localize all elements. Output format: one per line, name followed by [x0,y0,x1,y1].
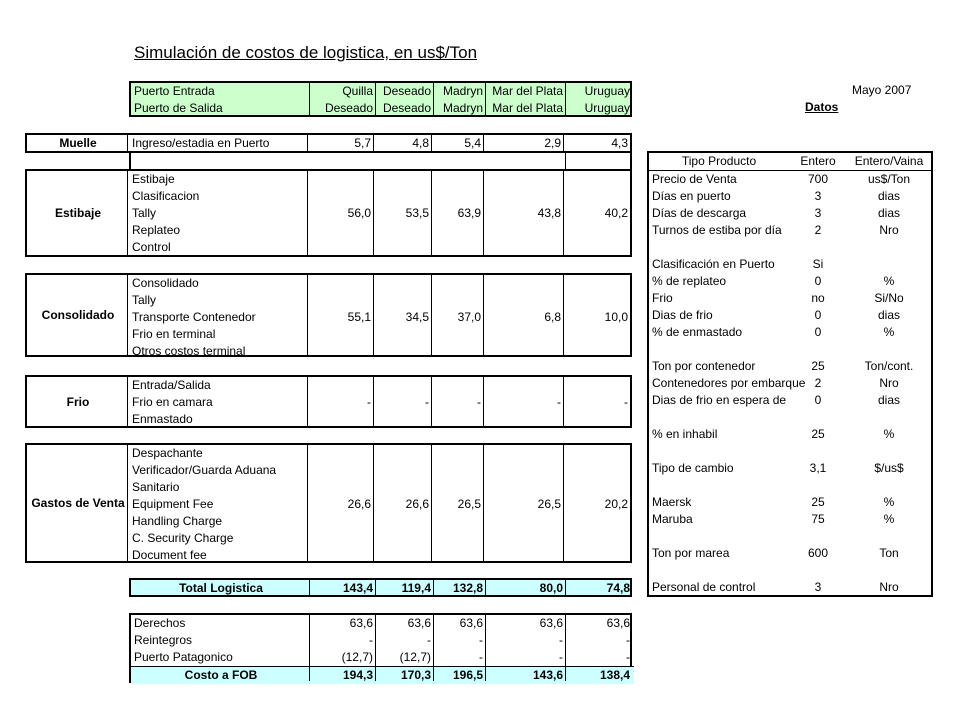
param-unit [847,256,931,273]
estibaje-row [129,205,632,222]
param-label: % de replateo [652,274,727,288]
costo-fob-row [131,666,634,684]
row-value: 26,5 [537,497,561,511]
datos-header-row [649,153,931,170]
datos-row [649,239,931,256]
column-divider [563,377,564,426]
param-label: Tipo de cambio [652,461,734,475]
column-divider [431,135,432,151]
column-divider [565,615,566,681]
param-label: Clasificación en Puerto [652,257,775,271]
row-label: Control [132,240,171,254]
costo-fob-value: 138,4 [599,668,630,682]
frio-row [129,394,632,411]
datos-row [649,188,931,205]
param-unit: Si/No [874,291,904,305]
datos-row [649,205,931,222]
column-divider [483,445,484,561]
frio-section [25,375,632,428]
column-divider [307,445,308,561]
datos-row [649,290,931,307]
param-value [789,239,847,256]
param-label: Días de descarga [652,206,747,220]
param-label: Precio de Venta [652,172,737,186]
param-unit: Nro [879,580,899,594]
port-name: Uruguay [584,101,630,115]
row-label: Handling Charge [132,514,223,528]
row-label: Ingreso/estadia en Puerto [132,136,270,150]
column-divider [127,171,128,255]
estibaje-row [129,222,632,239]
param-value: 3 [814,206,822,220]
datos-heading: Datos [805,100,839,114]
row-label: Entrada/Salida [132,378,211,392]
datos-row [649,545,931,562]
column-divider [485,580,486,595]
row-value: - [425,395,429,409]
row-label: Enmastado [132,412,193,426]
param-unit: % [883,427,895,441]
datos-row [649,273,931,290]
consolidado-category-label: Consolidado [41,308,115,322]
datos-row [649,562,931,579]
param-unit: Nro [879,223,899,237]
row-label: Clasificacion [132,189,200,203]
param-value: 0 [814,274,822,288]
column-divider [433,580,434,595]
column-divider [431,377,432,426]
param-value [789,341,847,358]
param-unit [847,341,931,358]
column-divider [483,377,484,426]
column-divider [127,377,128,426]
fob-row [131,649,634,666]
column-divider [485,83,486,115]
param-label [649,239,789,256]
costo-fob-value: 143,6 [532,668,563,682]
param-value [789,477,847,494]
row-value: 63,6 [407,616,431,630]
consolidado-row [129,343,632,360]
gastos-section [25,443,632,563]
param-unit: dias [877,393,900,407]
row-value: - [626,633,630,647]
estibaje-row [129,239,632,256]
column-divider [565,151,566,169]
consolidado-row [129,309,632,326]
estibaje-row [129,188,632,205]
row-label: Despachante [132,446,203,460]
frio-category-label: Frio [66,394,90,409]
row-label: Consolidado [132,276,199,290]
param-label: Ton por marea [652,546,730,560]
row-value: - [477,395,481,409]
row-value: 63,6 [349,616,373,630]
param-label: Contenedores por embarque [652,376,806,390]
consolidado-row [129,292,632,309]
costo-fob-value: 170,3 [400,668,431,682]
param-label: % de enmastado [652,325,743,339]
param-label [649,341,789,358]
column-divider [375,83,376,115]
param-value: 0 [814,308,822,322]
param-label: Turnos de estiba por día [652,223,782,237]
row-value: 55,1 [347,310,371,324]
row-label: Tally [132,293,157,307]
column-divider [127,445,128,561]
row-value: 26,5 [457,497,481,511]
param-unit [847,477,931,494]
row-value: 26,6 [347,497,371,511]
param-unit: dias [877,189,900,203]
frio-row [129,411,632,428]
param-value [789,443,847,460]
param-label: Días en puerto [652,189,731,203]
port-name: Mar del Plata [492,101,563,115]
param-label: Maersk [652,495,692,509]
row-label: Sanitario [132,480,180,494]
fob-row [131,632,634,649]
port-name: Uruguay [584,84,630,98]
param-unit [847,409,931,426]
param-label [649,528,789,545]
param-unit [847,239,931,256]
column-divider [309,83,310,115]
datos-row [649,426,931,443]
param-unit [847,528,931,545]
column-divider [483,135,484,151]
row-value: 5,7 [354,136,371,150]
datos-row [649,171,931,188]
row-value: - [624,395,628,409]
datos-row [649,443,931,460]
param-value: 25 [811,495,825,509]
row-value: - [367,395,371,409]
param-value: 3,1 [809,461,827,475]
frio-row [129,377,632,394]
datos-row [649,477,931,494]
row-value: 37,0 [457,310,481,324]
param-unit: % [883,325,895,339]
param-label: Frio [652,291,673,305]
param-unit: % [883,512,895,526]
column-divider [307,275,308,355]
row-value: 34,5 [405,310,429,324]
row-value: 63,6 [539,616,563,630]
consolidado-row [129,275,632,292]
gastos-row [129,496,632,513]
column-divider [565,580,566,595]
row-label: Verificador/Guarda Aduana [132,463,277,477]
row-value: - [557,395,561,409]
column-divider [563,275,564,355]
param-label [649,443,789,460]
total-label: Total Logistica [179,581,263,595]
row-value: - [369,633,373,647]
costo-fob-value: 196,5 [452,668,483,682]
gastos-category-label: Gastos de Venta [31,496,125,510]
row-value: 53,5 [405,206,429,220]
row-value: 2,9 [544,136,561,150]
row-value: - [559,650,563,664]
muelle-row [129,135,632,152]
column-divider [373,135,374,151]
param-value: Si [812,257,824,271]
column-divider [431,275,432,355]
param-value: 0 [814,325,822,339]
port-row [131,83,634,100]
param-value: 3 [814,580,822,594]
param-value [789,409,847,426]
row-value: 4,8 [412,136,429,150]
row-value: - [559,633,563,647]
param-unit: us$/Ton [867,172,911,186]
datos-row [649,375,931,392]
fob-row [131,615,634,632]
port-name: Madryn [442,84,483,98]
datos-table [647,151,933,597]
column-divider [433,615,434,681]
datos-row [649,222,931,239]
param-value: 25 [811,427,825,441]
column-divider [565,83,566,115]
column-divider [485,615,486,681]
estibaje-row [129,171,632,188]
param-unit: Ton [879,546,899,560]
column-divider [431,445,432,561]
date-label: Mayo 2007 [852,83,912,97]
datos-row [649,324,931,341]
estibaje-section [25,169,632,257]
datos-row [649,392,931,409]
param-value: 700 [807,172,829,186]
total-value: 132,8 [452,581,483,595]
param-unit [847,562,931,579]
row-label: Frio en terminal [132,327,216,341]
column-divider [307,135,308,151]
row-label: Estibaje [132,172,175,186]
fob-section [129,613,632,683]
gastos-row [129,445,632,462]
row-value: - [479,650,483,664]
consolidado-row [129,326,632,343]
gastos-row [129,547,632,564]
row-label: Puerto Entrada [134,84,215,98]
row-value: 63,6 [459,616,483,630]
row-value: 5,4 [464,136,481,150]
column-divider [483,171,484,255]
row-label: Derechos [134,616,186,630]
total-value: 143,4 [342,581,373,595]
row-value: 26,6 [405,497,429,511]
port-name: Madryn [442,101,483,115]
column-divider [309,615,310,681]
row-value: 4,3 [611,136,628,150]
blank-row [129,151,632,171]
port-name: Deseado [324,101,373,115]
row-value: - [626,650,630,664]
param-label: Tipo Producto [681,154,757,168]
param-value: 600 [807,546,829,560]
datos-row [649,256,931,273]
port-name: Deseado [382,84,431,98]
param-label: Dias de frio en espera de [652,393,787,407]
total-value: 119,4 [401,581,431,595]
param-unit: % [883,274,895,288]
gastos-row [129,530,632,547]
param-unit: $/us$ [874,461,904,475]
column-divider [483,275,484,355]
costo-fob-label: Costo a FOB [184,668,258,682]
gastos-row [129,513,632,530]
row-value: 43,8 [537,206,561,220]
column-divider [373,377,374,426]
param-unit: dias [877,308,900,322]
muelle-category-label: Muelle [59,136,97,150]
row-value: 56,0 [347,206,371,220]
column-divider [127,275,128,355]
total-value: 74,8 [606,581,630,595]
datos-row [649,579,931,596]
param-label: Maruba [652,512,693,526]
param-value [789,528,847,545]
port-name: Quilla [342,84,373,98]
row-label: Replateo [132,223,181,237]
row-label: Reintegros [134,633,193,647]
param-value: 25 [811,359,825,373]
column-divider [431,171,432,255]
param-label: Dias de frio [652,308,713,322]
row-label: Equipment Fee [132,497,214,511]
column-divider [307,377,308,426]
column-divider [373,275,374,355]
row-value: - [479,633,483,647]
datos-row [649,341,931,358]
row-value: 63,6 [606,616,630,630]
param-value: 0 [814,393,822,407]
param-label [649,409,789,426]
param-label: Ton por contenedor [652,359,756,373]
port-name: Deseado [382,101,431,115]
param-label: % en inhabil [652,427,718,441]
row-label: Transporte Contenedor [132,310,256,324]
row-label: Puerto Patagonico [134,650,233,664]
total-row [131,580,634,597]
param-value: 2 [814,376,822,390]
gastos-row [129,462,632,479]
datos-row [649,460,931,477]
param-label [649,477,789,494]
column-divider [563,171,564,255]
column-divider [563,445,564,561]
row-label: Puerto de Salida [134,101,223,115]
param-value: Entero [800,154,836,168]
port-header-table [129,81,632,117]
datos-row [649,511,931,528]
gastos-row [129,479,632,496]
column-divider [375,580,376,595]
estibaje-category-label: Estibaje [54,206,102,220]
port-name: Mar del Plata [492,84,563,98]
row-value: (12,7) [399,650,431,664]
datos-row [649,307,931,324]
row-label: C. Security Charge [132,531,234,545]
param-value: no [811,291,825,305]
param-value [789,562,847,579]
column-divider [127,135,128,151]
column-divider [373,445,374,561]
column-divider [373,171,374,255]
param-value: 75 [811,512,825,526]
param-unit [847,443,931,460]
row-label: Otros costos terminal [132,344,246,358]
column-divider [309,580,310,595]
param-label: Personal de control [652,580,756,594]
param-unit: % [883,495,895,509]
param-unit: Ton/cont. [864,359,914,373]
param-value: 2 [814,223,822,237]
total-value: 80,0 [539,581,563,595]
datos-row [649,528,931,545]
column-divider [563,135,564,151]
param-label [649,562,789,579]
param-unit: Entero/Vaina [854,154,924,168]
consolidado-section [25,273,632,357]
row-value: 63,9 [457,206,481,220]
row-label: Frio en camara [132,395,213,409]
param-value: 3 [814,189,822,203]
page-title: Simulación de costos de logistica, en us$/Ton [134,43,478,62]
param-unit: Nro [879,376,899,390]
column-divider [433,83,434,115]
total-logistica-row [129,578,632,597]
datos-row [649,358,931,375]
row-value: 10,0 [604,310,628,324]
row-value: - [427,633,431,647]
row-value: 6,8 [544,310,561,324]
column-divider [307,171,308,255]
port-row [131,100,634,117]
row-value: 20,2 [604,497,628,511]
row-value: (12,7) [341,650,373,664]
param-unit: dias [877,206,900,220]
muelle-section [25,133,632,153]
row-label: Tally [132,206,157,220]
row-value: 40,2 [604,206,628,220]
costo-fob-value: 194,3 [342,668,373,682]
datos-row [649,409,931,426]
datos-row [649,494,931,511]
column-divider [375,615,376,681]
row-label: Document fee [132,548,207,562]
